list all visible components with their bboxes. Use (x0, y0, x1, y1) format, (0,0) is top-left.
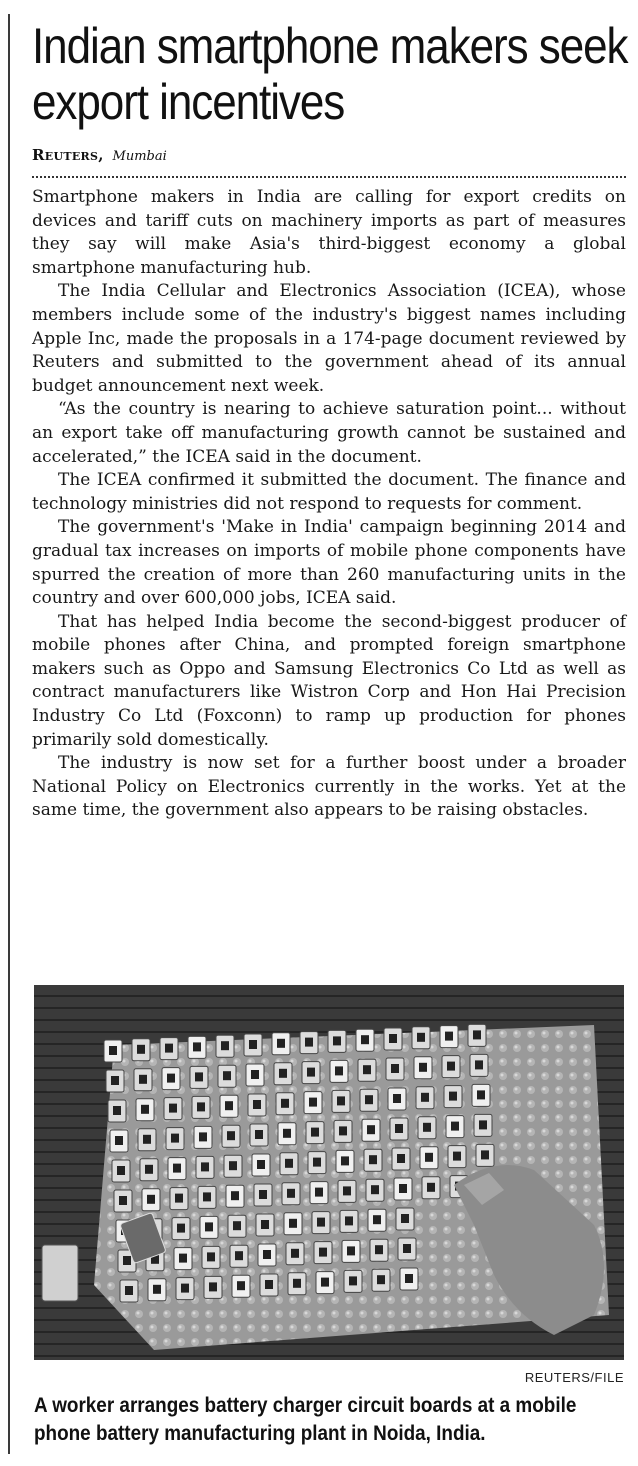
board-component (375, 1245, 383, 1254)
board-component (347, 1246, 355, 1255)
board-component (389, 1034, 397, 1043)
board-component (475, 1060, 483, 1069)
board-component (289, 1219, 297, 1228)
board-component (319, 1248, 327, 1257)
board-component (167, 1074, 175, 1083)
board-component (229, 1161, 237, 1170)
board-component (311, 1128, 319, 1137)
board-component (199, 1132, 207, 1141)
byline (32, 146, 626, 164)
board-component (477, 1090, 485, 1099)
board-component (169, 1104, 177, 1113)
board-component (445, 1032, 453, 1041)
board-component (209, 1282, 217, 1291)
board-component (453, 1152, 461, 1161)
board-component (391, 1064, 399, 1073)
board-component (451, 1122, 459, 1131)
board-component (197, 1102, 205, 1111)
board-component (259, 1190, 267, 1199)
board-component (221, 1041, 229, 1050)
photo-credit: REUTERS/FILE (524, 1370, 624, 1385)
byline-agency: Reuters, (32, 146, 104, 164)
board-component (119, 1196, 127, 1205)
board-component (345, 1216, 353, 1225)
paragraph: The industry is now set for a further boost under a broader National Policy on Electronics currently in the works. Yet at the same time, the government also appears to be raising obstacles. (32, 753, 626, 821)
board-component (309, 1098, 317, 1107)
paragraph: “As the country is nearing to achieve saturation point... without an export take off manufacturing growth cannot be sustained and accelerated,” the ICEA said in the document. (32, 399, 626, 467)
board-component (173, 1164, 181, 1173)
board-component (315, 1188, 323, 1197)
board-component (179, 1254, 187, 1263)
board-component (139, 1075, 147, 1084)
board-component (339, 1126, 347, 1135)
board-component (363, 1065, 371, 1074)
board-component (225, 1101, 233, 1110)
board-component (181, 1284, 189, 1293)
board-component (417, 1033, 425, 1042)
board-component (349, 1276, 357, 1285)
board-component (237, 1281, 245, 1290)
board-component (395, 1124, 403, 1133)
board-component (153, 1285, 161, 1294)
board-component (175, 1194, 183, 1203)
paragraph: The India Cellular and Electronics Association (ICEA), whose members include some of the industry's biggest names including Apple Inc, made the proposals in a 174-page document reviewed by Reuters and submitted to the government ahead of its annual budget announcement next week. (32, 281, 626, 396)
board-component (317, 1218, 325, 1227)
board-component (165, 1044, 173, 1053)
board-component (117, 1166, 125, 1175)
board-component (427, 1183, 435, 1192)
board-component (291, 1249, 299, 1258)
board-component (171, 1134, 179, 1143)
board-component (123, 1256, 131, 1265)
board-component (473, 1030, 481, 1039)
board-component (285, 1159, 293, 1168)
board-component (109, 1046, 117, 1055)
headline: Indian smartphone makers seek export incentives (32, 18, 628, 130)
board-component (283, 1129, 291, 1138)
board-component (449, 1092, 457, 1101)
board-component (361, 1035, 369, 1044)
board-component (481, 1150, 489, 1159)
board-component (115, 1136, 123, 1145)
board-component (397, 1154, 405, 1163)
board-component (321, 1278, 329, 1287)
article (32, 18, 626, 823)
board-component (203, 1192, 211, 1201)
board-component (195, 1072, 203, 1081)
board-component (193, 1042, 201, 1051)
board-component (479, 1120, 487, 1129)
board-component (421, 1093, 429, 1102)
board-component (369, 1155, 377, 1164)
board-component (207, 1252, 215, 1261)
board-component (265, 1280, 273, 1289)
board-component (253, 1100, 261, 1109)
board-component (365, 1095, 373, 1104)
board-component (137, 1045, 145, 1054)
board-component (447, 1062, 455, 1071)
board-component (287, 1189, 295, 1198)
board-component (231, 1191, 239, 1200)
board-component (143, 1135, 151, 1144)
board-component (261, 1220, 269, 1229)
photo-caption: A worker arranges battery charger circuit boards at a mobile phone battery manufacturing plant in Noida, India. (34, 1394, 577, 1445)
paragraph: Smartphone makers in India are calling for export credits on devices and tariff cuts on machinery imports as part of measures they say will make Asia's third-biggest economy a global smartphone manufacturing hub. (32, 187, 626, 278)
board-component (251, 1070, 259, 1079)
article-body (32, 186, 626, 823)
board-component (281, 1099, 289, 1108)
board-component (255, 1130, 263, 1139)
circuit-boards-photo (34, 985, 624, 1360)
board-component (257, 1160, 265, 1169)
board-component (263, 1250, 271, 1259)
byline-city: Mumbai (112, 149, 167, 164)
board-component (307, 1068, 315, 1077)
board-component (401, 1214, 409, 1223)
board-component (279, 1069, 287, 1078)
paragraph: The government's 'Make in India' campaign beginning 2014 and gradual tax increases on imports of mobile phone components have spurred the creation of more than 260 manufacturing units in the country and over 600,000 jobs, ICEA said. (32, 517, 626, 609)
board-component (373, 1215, 381, 1224)
board-component (393, 1094, 401, 1103)
board-component (227, 1131, 235, 1140)
board-component (423, 1123, 431, 1132)
board-component (335, 1066, 343, 1075)
paragraph: That has helped India become the second-biggest producer of mobile phones after China, and prompted foreign smartphone makers such as Oppo and Samsung Electronics Co Ltd as well as contract manufacturers like Wistron Corp and Hon Hai Precision Industry Co Ltd (Foxconn) to ramp up production for phones primarily sold domestically. (32, 611, 626, 750)
board-component (305, 1038, 313, 1047)
board-component (293, 1279, 301, 1288)
board-component (371, 1185, 379, 1194)
board-component (399, 1184, 407, 1193)
board-component (277, 1039, 285, 1048)
board-component (111, 1076, 119, 1085)
board-component (343, 1186, 351, 1195)
board-component (125, 1286, 133, 1295)
paragraph: The ICEA confirmed it submitted the document. The finance and technology ministries did not respond to requests for comment. (32, 470, 626, 514)
board-component (177, 1224, 185, 1233)
dotted-divider (32, 176, 626, 178)
board-component (341, 1156, 349, 1165)
board-component (205, 1222, 213, 1231)
board-component (147, 1195, 155, 1204)
board-component (223, 1071, 231, 1080)
column-rule (8, 14, 10, 1454)
board-component (235, 1251, 243, 1260)
board-component (337, 1096, 345, 1105)
board-component (419, 1063, 427, 1072)
board-component (403, 1244, 411, 1253)
loose-board (42, 1245, 78, 1301)
board-component (141, 1105, 149, 1114)
board-component (233, 1221, 241, 1230)
news-photo (34, 985, 624, 1360)
board-component (313, 1158, 321, 1167)
board-component (367, 1125, 375, 1134)
board-component (425, 1153, 433, 1162)
board-component (249, 1040, 257, 1049)
board-component (377, 1275, 385, 1284)
board-component (333, 1036, 341, 1045)
board-component (405, 1274, 413, 1283)
board-component (201, 1162, 209, 1171)
board-component (113, 1106, 121, 1115)
board-component (145, 1165, 153, 1174)
